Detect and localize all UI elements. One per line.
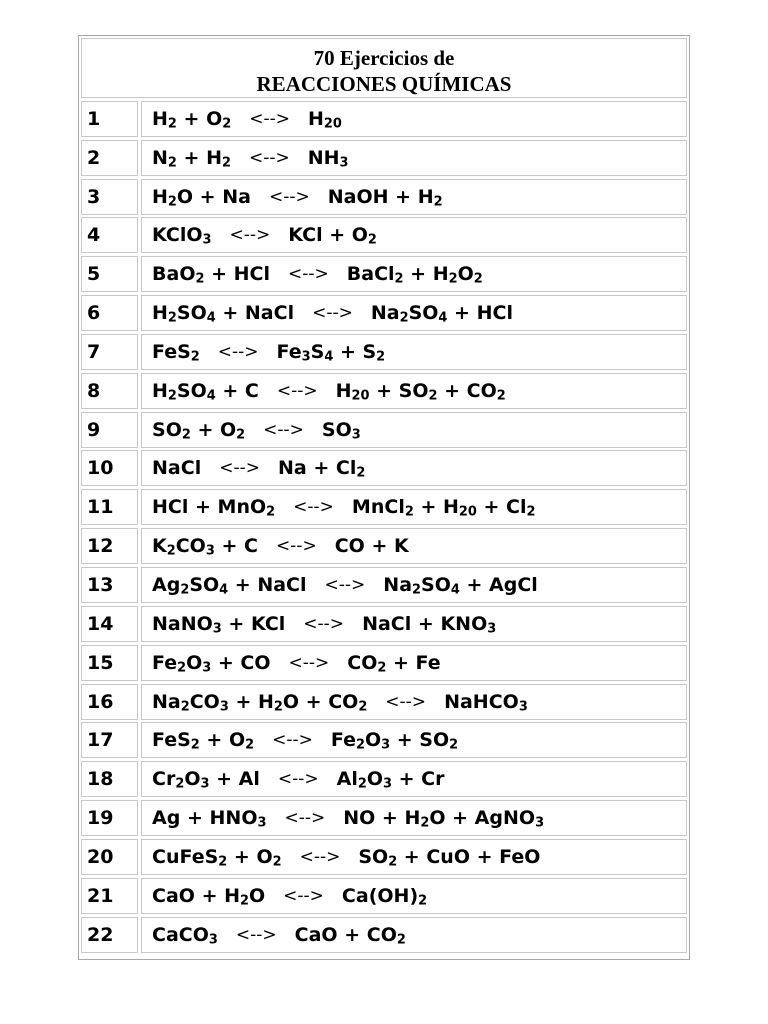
reaction-equation — [141, 373, 687, 409]
exercise-number: 10 — [81, 450, 138, 486]
products: $NH_3$ — [307, 146, 349, 170]
reactants: CaCO$_3$ — [152, 923, 218, 947]
reaction-arrow: <--> — [293, 497, 334, 518]
reaction-equation — [141, 217, 687, 253]
reactants: $H_2SO_4 + C$ — [152, 379, 259, 404]
reaction-equation — [141, 917, 687, 953]
exercise-number: 17 — [81, 722, 138, 758]
reactants: $Ag_2SO_4$ + NaCl — [152, 573, 307, 598]
exercise-number: 8 — [81, 373, 138, 409]
products: BaCl$_2$ + $H_2O_2$ — [346, 263, 483, 287]
reaction-arrow: <--> — [235, 924, 277, 945]
reaction-list — [81, 101, 687, 953]
products: NO + $H_2O$ + AgNO$_3$ — [343, 807, 545, 831]
reaction-arrow: <--> — [276, 380, 318, 401]
products: $Na + Cl_2$ — [277, 457, 366, 481]
products: $H_{20}$ — [307, 107, 342, 132]
reaction-arrow: <--> — [288, 264, 329, 285]
reactants: CuFeS$_2$ + $O_2$ — [152, 845, 282, 870]
reaction-equation — [141, 450, 687, 486]
reactants: $Na_2CO_3 + H_2O + CO_2$ — [152, 690, 368, 714]
exercise-number: 14 — [81, 606, 138, 642]
reaction-equation — [141, 645, 687, 681]
reaction-equation — [141, 256, 687, 292]
exercise-number: 9 — [81, 412, 138, 448]
exercise-table — [78, 35, 690, 960]
exercise-number: 15 — [81, 645, 138, 681]
table-row — [81, 489, 687, 525]
exercise-number: 18 — [81, 761, 138, 797]
reaction-arrow: <--> — [312, 303, 353, 324]
exercise-number: 3 — [81, 179, 138, 215]
reactants: BaO$_2$ + HCl — [152, 263, 270, 287]
reactants: FeS$_2$ — [152, 340, 200, 365]
exercise-number: 6 — [81, 295, 138, 331]
reactants: $H_2O + Na$ — [152, 185, 251, 209]
reaction-equation — [141, 606, 687, 642]
table-row — [81, 878, 687, 914]
products: NaHCO$_3$ — [444, 690, 528, 714]
table-row — [81, 101, 687, 137]
exercise-number: 22 — [81, 917, 138, 953]
reactants: $SO_2 + O_2$ — [152, 418, 246, 442]
reaction-arrow: <--> — [299, 846, 341, 867]
products: $Fe_2O_3 + SO_2$ — [330, 729, 459, 753]
reaction-arrow: <--> — [277, 769, 319, 790]
reactants: $H_2 + O_2$ — [152, 107, 232, 132]
reaction-arrow: <--> — [385, 691, 427, 712]
table-row — [81, 606, 687, 642]
exercise-number: 11 — [81, 489, 138, 525]
products: $Na_2SO_4$ + AgCl — [383, 573, 538, 598]
title-line-2: REACCIONES QUÍMICAS — [256, 72, 512, 96]
products: $SO_3$ — [321, 418, 361, 442]
reaction-arrow: <--> — [268, 186, 310, 207]
reactants: $H_2SO_4$ + NaCl — [152, 302, 295, 326]
reactants: $Cr_2O_3 + Al$ — [152, 768, 260, 792]
reactants: NaCl — [152, 457, 202, 480]
exercise-number: 16 — [81, 684, 138, 720]
products: $Fe_3S_4 + S_2$ — [276, 340, 386, 365]
reaction-equation — [141, 140, 687, 176]
products: CO + K — [334, 535, 409, 558]
products: $Ca(OH)_2$ — [341, 884, 428, 909]
reaction-arrow: <--> — [288, 652, 330, 673]
table-row — [81, 917, 687, 953]
products: MnCl$_2$ + $H_{20} + Cl_2$ — [351, 496, 536, 520]
reaction-arrow: <--> — [219, 458, 260, 479]
exercise-number: 2 — [81, 140, 138, 176]
title-line-1: 70 Ejercicios de — [313, 46, 455, 70]
table-row — [81, 450, 687, 486]
reactants: KClO$_3$ — [152, 224, 212, 248]
reaction-arrow: <--> — [324, 574, 366, 595]
reaction-arrow: <--> — [303, 613, 345, 634]
table-row — [81, 761, 687, 797]
reaction-equation — [141, 101, 687, 137]
exercise-number: 7 — [81, 334, 138, 370]
exercise-number: 4 — [81, 217, 138, 253]
reaction-arrow: <--> — [217, 341, 259, 362]
table-row — [81, 839, 687, 875]
exercise-number: 5 — [81, 256, 138, 292]
table-row — [81, 217, 687, 253]
exercise-number: 13 — [81, 567, 138, 603]
reactants: $Fe_2O_3$ + CO — [152, 651, 271, 675]
table-row — [81, 684, 687, 720]
reaction-equation — [141, 761, 687, 797]
table-row — [81, 373, 687, 409]
reactants: $N_2 + H_2$ — [152, 146, 231, 170]
table-row — [81, 645, 687, 681]
reactants: $FeS_2 + O_2$ — [152, 729, 255, 753]
products: NaCl + $KNO_3$ — [362, 612, 497, 637]
table-title — [81, 38, 687, 98]
products: $H_{20} + SO_2 + CO_2$ — [335, 379, 506, 404]
reaction-equation — [141, 567, 687, 603]
table-row — [81, 256, 687, 292]
exercise-number: 19 — [81, 800, 138, 836]
reactants: HCl + MnO$_2$ — [152, 496, 276, 520]
reaction-equation — [141, 295, 687, 331]
reaction-equation — [141, 179, 687, 215]
table-row — [81, 567, 687, 603]
products: CaO + $CO_2$ — [294, 923, 406, 947]
reaction-arrow: <--> — [284, 808, 326, 829]
table-row — [81, 179, 687, 215]
reaction-equation — [141, 489, 687, 525]
exercise-number: 21 — [81, 878, 138, 914]
table-row — [81, 334, 687, 370]
reaction-arrow: <--> — [229, 225, 271, 246]
reaction-arrow: <--> — [249, 108, 290, 129]
products: $SO_2$ + CuO + FeO — [358, 845, 541, 870]
reaction-equation — [141, 528, 687, 564]
products: $Al_2O_3 + Cr$ — [336, 768, 445, 792]
reaction-equation — [141, 800, 687, 836]
products: NaOH + $H_2$ — [327, 185, 443, 209]
reaction-equation — [141, 684, 687, 720]
table-row — [81, 528, 687, 564]
reaction-equation — [141, 722, 687, 758]
products: $CO_2 + Fe$ — [347, 651, 441, 675]
products: KCl + $O_2$ — [288, 224, 377, 248]
exercise-number: 12 — [81, 528, 138, 564]
reaction-arrow: <--> — [263, 419, 304, 440]
reactants: $K_2CO_3 + C$ — [152, 535, 258, 559]
reaction-arrow: <--> — [248, 147, 290, 168]
reactants: CaO + $H_2O$ — [152, 884, 266, 909]
table-row — [81, 722, 687, 758]
products: $Na_2SO_4$ + HCl — [370, 302, 513, 326]
reaction-equation — [141, 412, 687, 448]
table-row — [81, 800, 687, 836]
reaction-arrow: <--> — [275, 536, 317, 557]
table-row — [81, 295, 687, 331]
exercise-number: 1 — [81, 101, 138, 137]
reaction-equation — [141, 334, 687, 370]
exercise-number: 20 — [81, 839, 138, 875]
table-row — [81, 412, 687, 448]
table-row — [81, 140, 687, 176]
reaction-arrow: <--> — [283, 885, 324, 906]
reaction-equation — [141, 878, 687, 914]
reaction-arrow: <--> — [272, 730, 313, 751]
reactants: $Ag + HNO_3$ — [152, 807, 267, 831]
reaction-equation — [141, 839, 687, 875]
reactants: NaNO$_3$ + KCl — [152, 612, 286, 637]
